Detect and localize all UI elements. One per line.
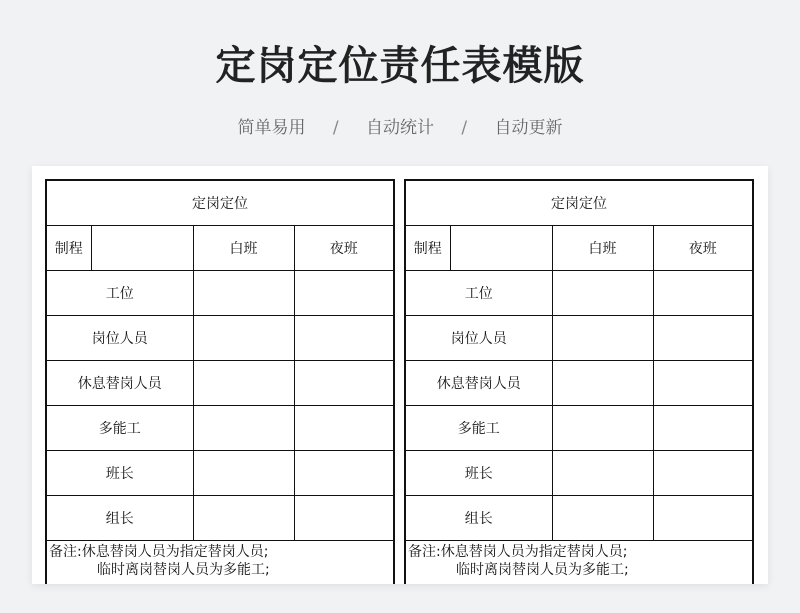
row-label-relief-staff: 休息替岗人员 bbox=[47, 361, 193, 406]
note-line: 临时离岗替岗人员为多能工; bbox=[97, 562, 270, 578]
note-line: 休息替岗人员为指定替岗人员; bbox=[440, 544, 628, 560]
night-cell[interactable] bbox=[294, 451, 393, 496]
night-shift-header: 夜班 bbox=[653, 226, 752, 271]
night-cell[interactable] bbox=[653, 361, 752, 406]
day-cell[interactable] bbox=[193, 406, 294, 451]
row-label-post-staff: 岗位人员 bbox=[47, 316, 193, 361]
day-cell[interactable] bbox=[552, 451, 653, 496]
form-table bbox=[406, 181, 752, 541]
day-cell[interactable] bbox=[552, 406, 653, 451]
night-cell[interactable] bbox=[653, 316, 752, 361]
template-sheet bbox=[32, 166, 768, 584]
day-cell[interactable] bbox=[552, 496, 653, 541]
night-cell[interactable] bbox=[653, 406, 752, 451]
night-cell[interactable] bbox=[653, 271, 752, 316]
process-value-cell[interactable] bbox=[91, 226, 193, 271]
day-cell[interactable] bbox=[552, 361, 653, 406]
day-cell[interactable] bbox=[552, 316, 653, 361]
row-label-station: 工位 bbox=[47, 271, 193, 316]
form-notes bbox=[406, 541, 752, 579]
note-line: 休息替岗人员为指定替岗人员; bbox=[81, 544, 269, 560]
form-title: 定岗定位 bbox=[47, 181, 393, 226]
night-cell[interactable] bbox=[294, 271, 393, 316]
separator: / bbox=[461, 118, 468, 138]
position-form bbox=[404, 179, 754, 584]
row-label-multiskill: 多能工 bbox=[406, 406, 552, 451]
night-cell[interactable] bbox=[294, 316, 393, 361]
note-label: 备注: bbox=[49, 544, 82, 560]
row-label-shift-leader: 班长 bbox=[47, 451, 193, 496]
feature-tagline bbox=[0, 113, 800, 138]
form-title: 定岗定位 bbox=[406, 181, 752, 226]
row-label-team-leader: 组长 bbox=[47, 496, 193, 541]
night-cell[interactable] bbox=[653, 451, 752, 496]
feature-item: 简单易用 bbox=[237, 118, 306, 138]
night-cell[interactable] bbox=[294, 496, 393, 541]
form-notes bbox=[47, 541, 393, 579]
row-label-station: 工位 bbox=[406, 271, 552, 316]
process-label: 制程 bbox=[406, 226, 450, 271]
feature-item: 自动统计 bbox=[366, 118, 434, 138]
day-cell[interactable] bbox=[193, 451, 294, 496]
feature-item: 自动更新 bbox=[494, 118, 563, 138]
day-cell[interactable] bbox=[193, 316, 294, 361]
page-title: 定岗定位责任表模版 bbox=[215, 43, 585, 89]
night-shift-header: 夜班 bbox=[294, 226, 393, 271]
day-shift-header: 白班 bbox=[193, 226, 294, 271]
day-cell[interactable] bbox=[193, 496, 294, 541]
night-cell[interactable] bbox=[294, 406, 393, 451]
process-label: 制程 bbox=[47, 226, 91, 271]
separator: / bbox=[332, 118, 339, 138]
night-cell[interactable] bbox=[294, 361, 393, 406]
process-value-cell[interactable] bbox=[450, 226, 552, 271]
form-table bbox=[47, 181, 393, 541]
row-label-shift-leader: 班长 bbox=[406, 451, 552, 496]
night-cell[interactable] bbox=[653, 496, 752, 541]
day-shift-header: 白班 bbox=[552, 226, 653, 271]
day-cell[interactable] bbox=[193, 361, 294, 406]
row-label-multiskill: 多能工 bbox=[47, 406, 193, 451]
row-label-relief-staff: 休息替岗人员 bbox=[406, 361, 552, 406]
day-cell[interactable] bbox=[552, 271, 653, 316]
row-label-team-leader: 组长 bbox=[406, 496, 552, 541]
day-cell[interactable] bbox=[193, 271, 294, 316]
note-line: 临时离岗替岗人员为多能工; bbox=[456, 562, 629, 578]
note-label: 备注: bbox=[408, 544, 441, 560]
row-label-post-staff: 岗位人员 bbox=[406, 316, 552, 361]
position-form bbox=[45, 179, 395, 584]
